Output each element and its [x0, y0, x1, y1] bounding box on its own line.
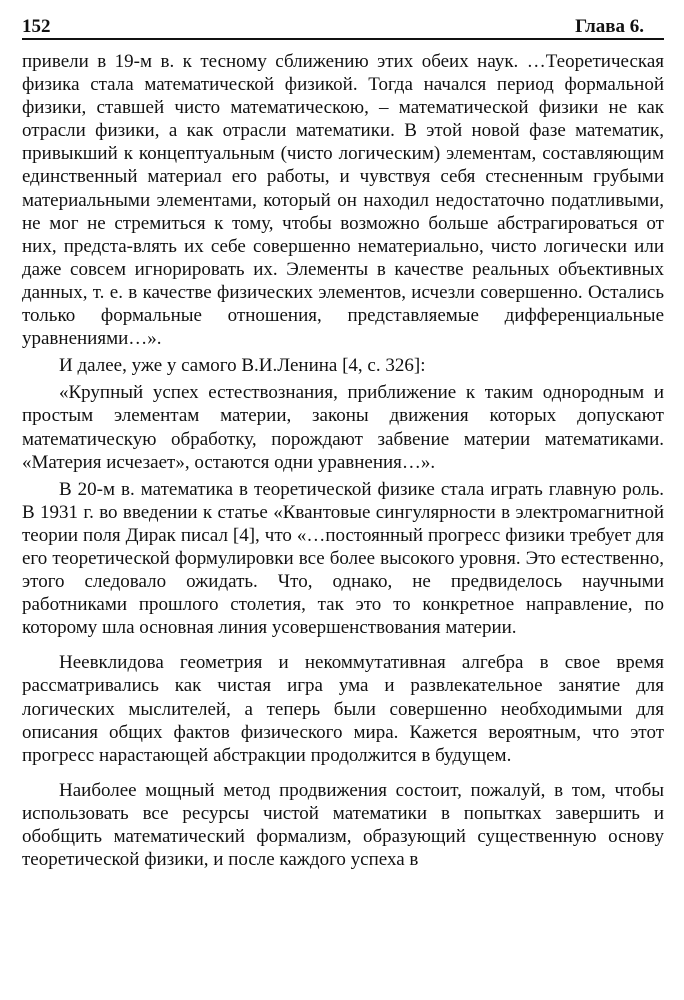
paragraph-dirac: В 20-м в. математика в теоретической физике стала играть главную роль. В 1931 г. во введении к статье «Квантовые сингулярности в электромагнитной теории поля Дирак писал [4], что «…постоянный прогресс физики требует для его теоретической формулировки все более высокого уровня. Это естественно, этого следовало ожидать. Что, однако, не предвиделось научными работниками прошлого столетия, так это то конкретное направление, по которому шла основная линия усовершенствования материи. — [22, 478, 664, 639]
chapter-title: Глава 6. — [575, 16, 644, 37]
page-number: 152 — [22, 16, 51, 37]
paragraph-method: Наиболее мощный метод продвижения состоит, пожалуй, в том, чтобы использовать все ресурсы чистой математики в попытках завершить и обобщить математический формализм, образующий существенную основу теоретической физики, и после каждого успеха в — [22, 779, 664, 871]
running-header — [22, 0, 664, 40]
body-text — [22, 50, 664, 871]
paragraph-continued-quote: привели в 19-м в. к тесному сближению этих обеих наук. …Теоретическая физика стала математической физикой. Тогда начался период формальной физики, ставшей чисто математическою, – математической физики не как отрасли физики, а как отрасли математики. В этой новой фазе математик, привыкший к концептуальным (чисто логическим) элементам, составляющим единственный материал его работы, и чувствуя себя стесненным грубыми материальными элементами, который он находил недостаточно податливыми, не мог не стремиться к тому, чтобы возможно больше абстрагироваться от них, предста-влять их себе совершенно нематериально, чисто логически или даже совсем игнорировать их. Элементы в качестве реальных объективных данных, т. е. в качестве физических элементов, исчезли совершенно. Остались только формальные отношения, представляемые дифференциальные уравнениями…». — [22, 51, 664, 350]
paragraph-lenin-intro: И далее, уже у самого В.И.Ленина [4, с. 326]: — [59, 355, 426, 377]
paragraph-non-euclidean: Неевклидова геометрия и некоммутативная алгебра в свое время рассматривались как чистая игра ума и развлекательное занятие для логических мыслителей, а теперь были совершенно необходимыми для описания общих фактов физического мира. Кажется вероятным, что этот прогресс нарастающей абстракции продолжится в будущем. — [22, 652, 664, 766]
paragraph-lenin-quote: «Крупный успех естествознания, приближение к таким однородным и простым элементам материи, законы движения которых допускают математическую обработку, порождают забвение материи математиками. «Материя исчезает», остаются одни уравнения…». — [22, 382, 664, 473]
